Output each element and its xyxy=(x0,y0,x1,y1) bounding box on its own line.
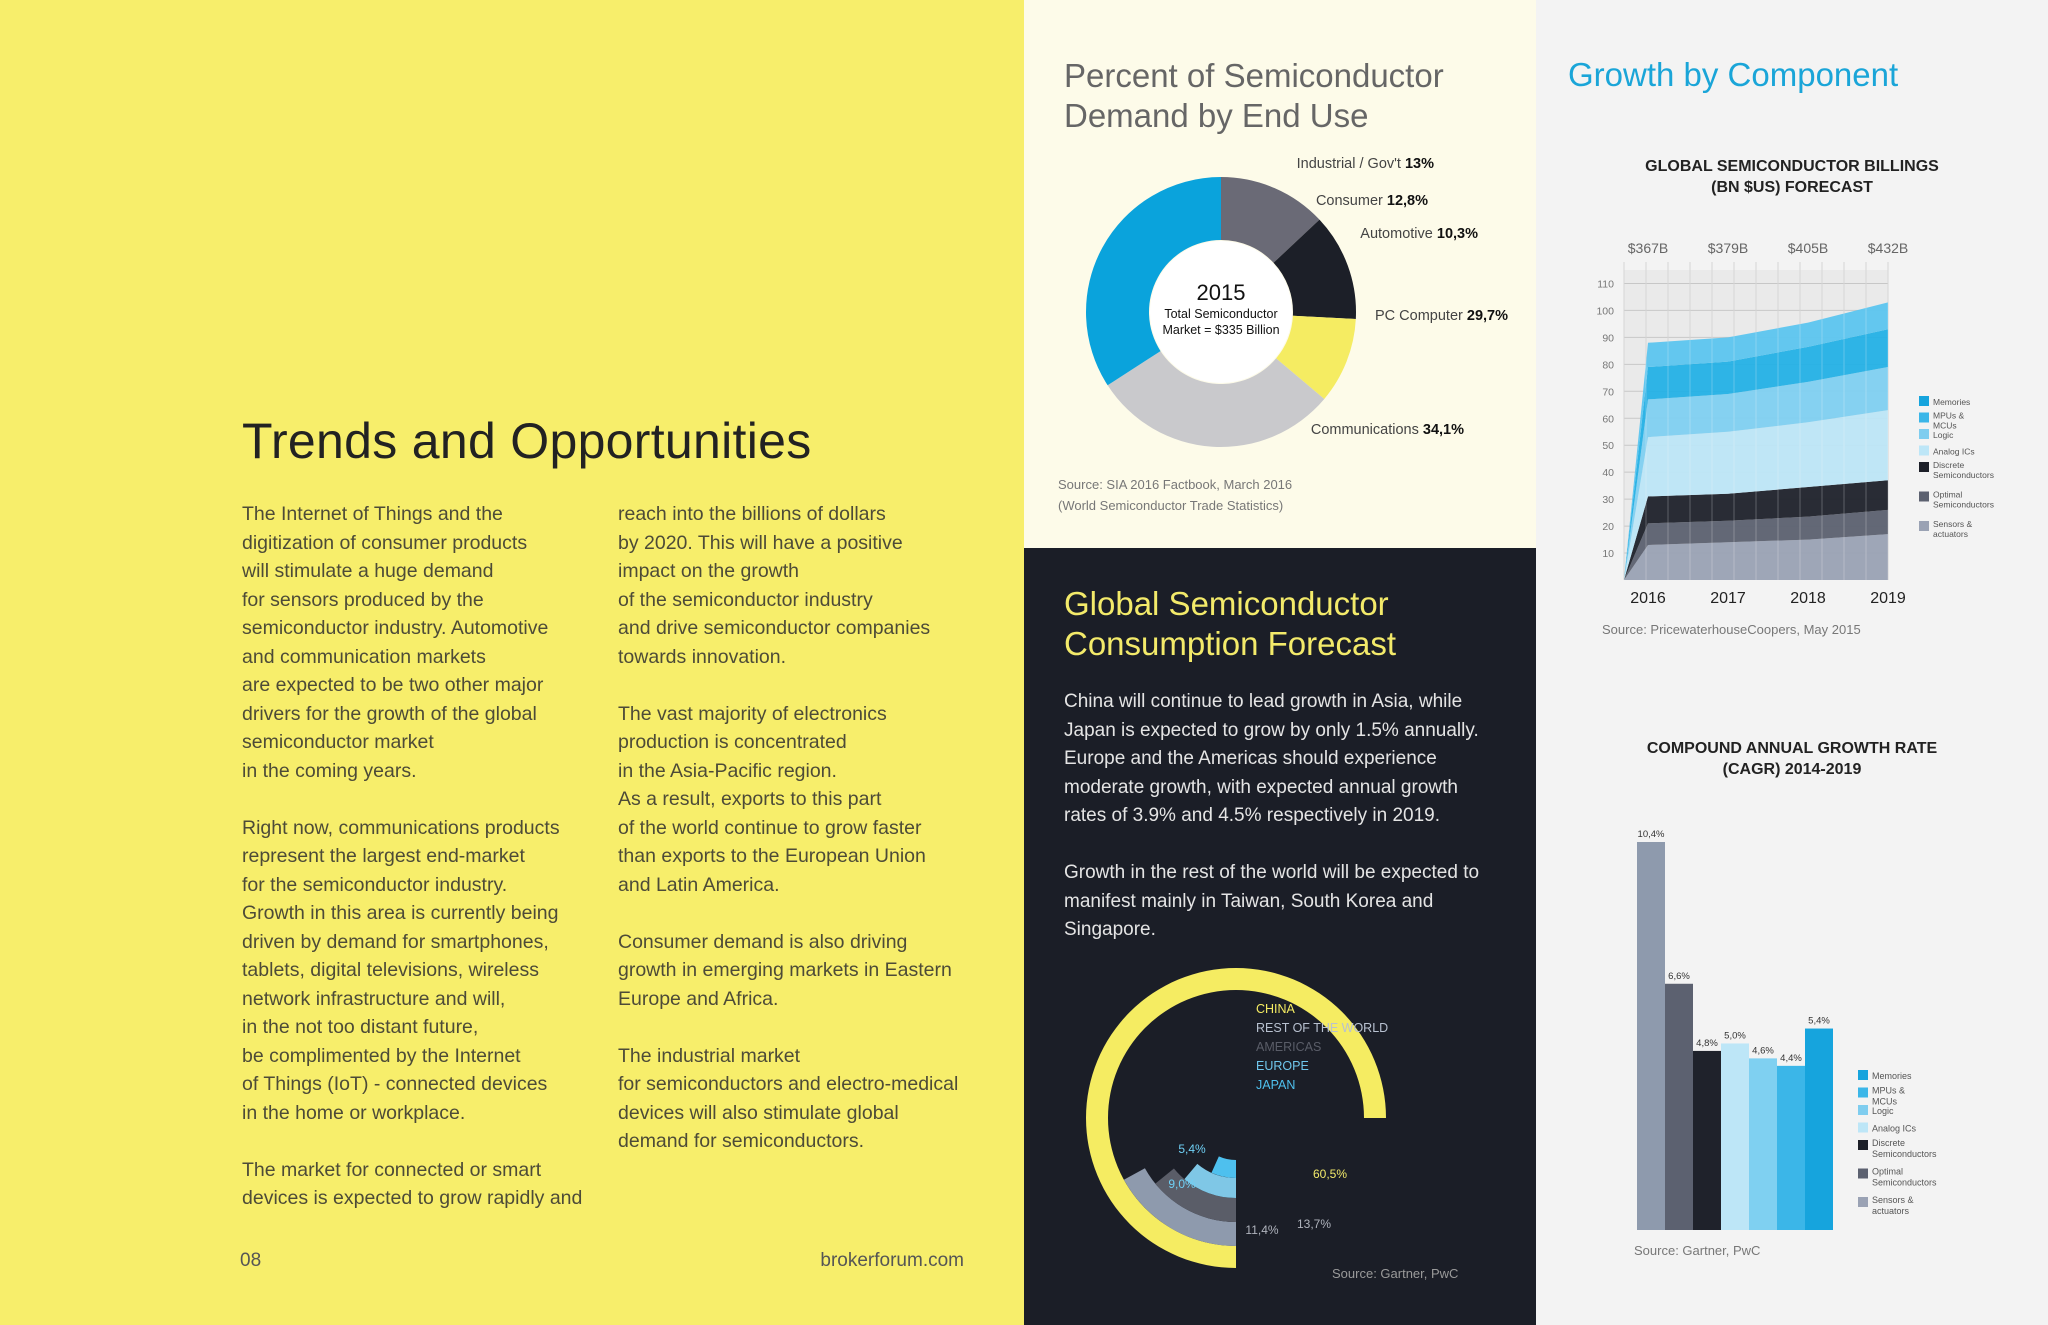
legend-swatch xyxy=(1919,521,1929,531)
legend-swatch xyxy=(1858,1123,1868,1133)
legend-label: Analog ICs xyxy=(1933,446,1975,457)
legend-label: Logic xyxy=(1872,1106,1894,1116)
y-tick-label: 30 xyxy=(1602,494,1614,507)
ring-value-label: 60,5% xyxy=(1312,1167,1348,1181)
end-use-donut-chart xyxy=(1024,0,1536,548)
x-tick-label: 2018 xyxy=(1790,590,1826,607)
page-title: Trends and Opportunities xyxy=(242,413,812,469)
legend-label: Analog ICs xyxy=(1872,1123,1917,1134)
legend-label: Memories xyxy=(1872,1071,1912,1081)
legend-swatch xyxy=(1919,396,1929,406)
ring-legend-item: CHINA xyxy=(1256,1002,1295,1016)
site-link[interactable]: brokerforum.com xyxy=(820,1250,964,1271)
y-tick-label: 10 xyxy=(1602,548,1614,561)
legend-label: MCUs xyxy=(1872,1096,1897,1107)
x-tick-label: 2019 xyxy=(1870,590,1906,607)
end-use-title: Percent of Semiconductor Demand by End Use xyxy=(1064,57,1444,134)
donut-slice-label: PC Computer 29,7% xyxy=(1375,308,1508,324)
ring-value-label: 5,4% xyxy=(1178,1142,1206,1156)
cagr-value-label: 6,6% xyxy=(1668,970,1690,982)
consumption-source: Source: Gartner, PwC xyxy=(1332,1266,1459,1281)
cagr-value-label: 4,8% xyxy=(1696,1037,1718,1049)
legend-label: Semiconductors xyxy=(1872,1177,1937,1188)
y-tick-label: 100 xyxy=(1596,305,1614,318)
paragraph: The vast majority of electronics production is concentrated in the Asia-Pacific region. As a result, exports to this part of the world continue to grow faster than exports to the European Union and Latin America. xyxy=(618,702,926,896)
billings-source: Source: PricewaterhouseCoopers, May 2015 xyxy=(1602,622,1861,637)
legend-swatch xyxy=(1858,1197,1868,1207)
legend-swatch xyxy=(1858,1105,1868,1115)
cagr-value-label: 5,0% xyxy=(1724,1030,1746,1042)
legend-label: MPUs & xyxy=(1933,410,1965,421)
legend-label: Logic xyxy=(1933,430,1954,440)
cagr-bar-chart xyxy=(1536,780,2048,1250)
ring-legend-item: AMERICAS xyxy=(1256,1040,1322,1054)
y-tick-label: 60 xyxy=(1602,413,1614,426)
legend-swatch xyxy=(1919,429,1929,439)
legend-swatch xyxy=(1919,446,1929,456)
x-tick-label: 2016 xyxy=(1630,590,1666,607)
page-number: 08 xyxy=(240,1250,262,1271)
y-tick-label: 40 xyxy=(1602,467,1614,480)
cagr-bar xyxy=(1693,1051,1721,1230)
legend-label: actuators xyxy=(1872,1206,1910,1216)
legend-label: Memories xyxy=(1933,397,1971,407)
component-title: Growth by Component xyxy=(1568,56,1899,93)
top-value-label: $432B xyxy=(1867,240,1909,256)
y-tick-label: 20 xyxy=(1602,521,1614,534)
legend-label: Sensors & xyxy=(1872,1195,1914,1205)
top-value-label: $367B xyxy=(1627,240,1669,256)
ring-value-label: 11,4% xyxy=(1245,1223,1279,1237)
billings-area-chart xyxy=(1536,0,2048,640)
legend-swatch xyxy=(1858,1070,1868,1080)
y-tick-label: 90 xyxy=(1602,332,1614,345)
donut-slice-label: Industrial / Gov't 13% xyxy=(1296,156,1434,172)
legend-swatch xyxy=(1919,462,1929,472)
y-tick-label: 110 xyxy=(1597,278,1614,291)
legend-swatch xyxy=(1858,1140,1868,1150)
cagr-value-label: 4,4% xyxy=(1780,1052,1802,1064)
legend-label: Discrete xyxy=(1933,460,1965,470)
legend-label: Optimal xyxy=(1933,489,1963,500)
cagr-value-label: 4,6% xyxy=(1752,1045,1774,1057)
ring-value-label: 9,0% xyxy=(1168,1177,1196,1191)
cagr-bar xyxy=(1637,842,1665,1230)
paragraph: China will continue to lead growth in Asia, while Japan is expected to grow by only 1.5% annually. Europe and the Americas should experience moderate growth, with expected annual growth rates of 3.9% and 4.5% respectively in 2019. xyxy=(1064,691,1479,826)
article-column-2 xyxy=(618,500,978,1184)
donut-center-year: 2015 xyxy=(1196,280,1246,305)
consumption-title: Global Semiconductor Consumption Forecast xyxy=(1064,585,1396,662)
article-column-1 xyxy=(242,500,602,1241)
legend-label: actuators xyxy=(1933,529,1968,539)
legend-swatch xyxy=(1919,492,1929,502)
consumption-panel xyxy=(1024,548,1536,1325)
paragraph: Consumer demand is also driving growth in emerging markets in Eastern Europe and Africa. xyxy=(618,930,952,1010)
billings-chart-title: GLOBAL SEMICONDUCTOR BILLINGS (BN $US) FORECAST xyxy=(1645,158,1939,196)
cagr-bar xyxy=(1665,984,1693,1230)
donut-center-text: Total Semiconductor xyxy=(1164,307,1278,321)
ring-value-label: 13,7% xyxy=(1296,1217,1332,1231)
paragraph: The market for connected or smart devices is expected to grow rapidly and xyxy=(242,1158,583,1209)
ring-legend-item: EUROPE xyxy=(1256,1059,1309,1073)
legend-label: Semiconductors xyxy=(1933,470,1994,480)
cagr-bar xyxy=(1721,1043,1749,1230)
paragraph: The Internet of Things and the digitization of consumer products will stimulate a huge demand for sensors produced by the semiconductor industry. Automotive and communication markets are expected to be two other major drivers for the growth of the global semiconductor market in the coming years. xyxy=(242,503,549,782)
legend-label: Optimal xyxy=(1872,1166,1904,1177)
legend-swatch xyxy=(1858,1088,1868,1098)
cagr-value-label: 10,4% xyxy=(1637,829,1665,840)
cagr-value-label: 5,4% xyxy=(1808,1015,1830,1027)
cagr-bar xyxy=(1777,1066,1805,1230)
legend-label: Semiconductors xyxy=(1872,1149,1937,1159)
component-panel xyxy=(1536,0,2048,1325)
consumption-ring-chart xyxy=(1024,548,1536,1325)
donut-slice-label: Consumer 12,8% xyxy=(1315,193,1428,209)
donut-slice-label: Communications 34,1% xyxy=(1310,422,1464,438)
ring-legend-item: JAPAN xyxy=(1256,1078,1296,1092)
cagr-bar xyxy=(1805,1029,1833,1230)
cagr-source: Source: Gartner, PwC xyxy=(1634,1243,1761,1258)
legend-swatch xyxy=(1858,1169,1868,1179)
donut-slice-label: Automotive 10,3% xyxy=(1360,226,1478,242)
donut-center-text: Market = $335 Billion xyxy=(1162,323,1280,337)
legend-label: Sensors & xyxy=(1933,519,1973,529)
end-use-source: Source: SIA 2016 Factbook, March 2016 (World Semiconductor Trade Statistics) xyxy=(1058,477,1293,513)
top-value-label: $379B xyxy=(1707,240,1749,256)
paragraph: Growth in the rest of the world will be expected to manifest mainly in Taiwan, South Korea and Singapore. xyxy=(1064,862,1480,940)
paragraph: reach into the billions of dollars by 2020. This will have a positive impact on the growth of the semiconductor industry and drive semiconductor companies towards innovation. xyxy=(618,503,931,668)
legend-label: Semiconductors xyxy=(1933,499,1994,510)
y-tick-label: 80 xyxy=(1602,359,1614,372)
legend-label: MCUs xyxy=(1933,420,1957,431)
y-tick-label: 50 xyxy=(1602,440,1614,453)
paragraph: Right now, communications products represent the largest end-market for the semiconductor industry. Growth in this area is currently being driven by demand for smartphones, tablets, digital televisions, wireless network infrastructure and will, in the not too distant future, be complimented by the Internet of Things (IoT) - connected devices in the home or workplace. xyxy=(242,816,560,1124)
legend-label: Discrete xyxy=(1872,1138,1906,1148)
cagr-bar xyxy=(1749,1058,1777,1230)
ring-legend-item: REST OF THE WORLD xyxy=(1256,1021,1389,1035)
y-tick-label: 70 xyxy=(1602,386,1614,399)
legend-swatch xyxy=(1919,413,1929,423)
end-use-panel xyxy=(1024,0,1536,548)
cagr-chart-title: COMPOUND ANNUAL GROWTH RATE (CAGR) 2014-2019 xyxy=(1646,740,1938,778)
top-value-label: $405B xyxy=(1787,240,1829,256)
legend-label: MPUs & xyxy=(1872,1085,1906,1096)
x-tick-label: 2017 xyxy=(1710,590,1746,607)
paragraph: The industrial market for semiconductors and electro-medical devices will also stimulate global demand for semiconductors. xyxy=(618,1044,959,1152)
